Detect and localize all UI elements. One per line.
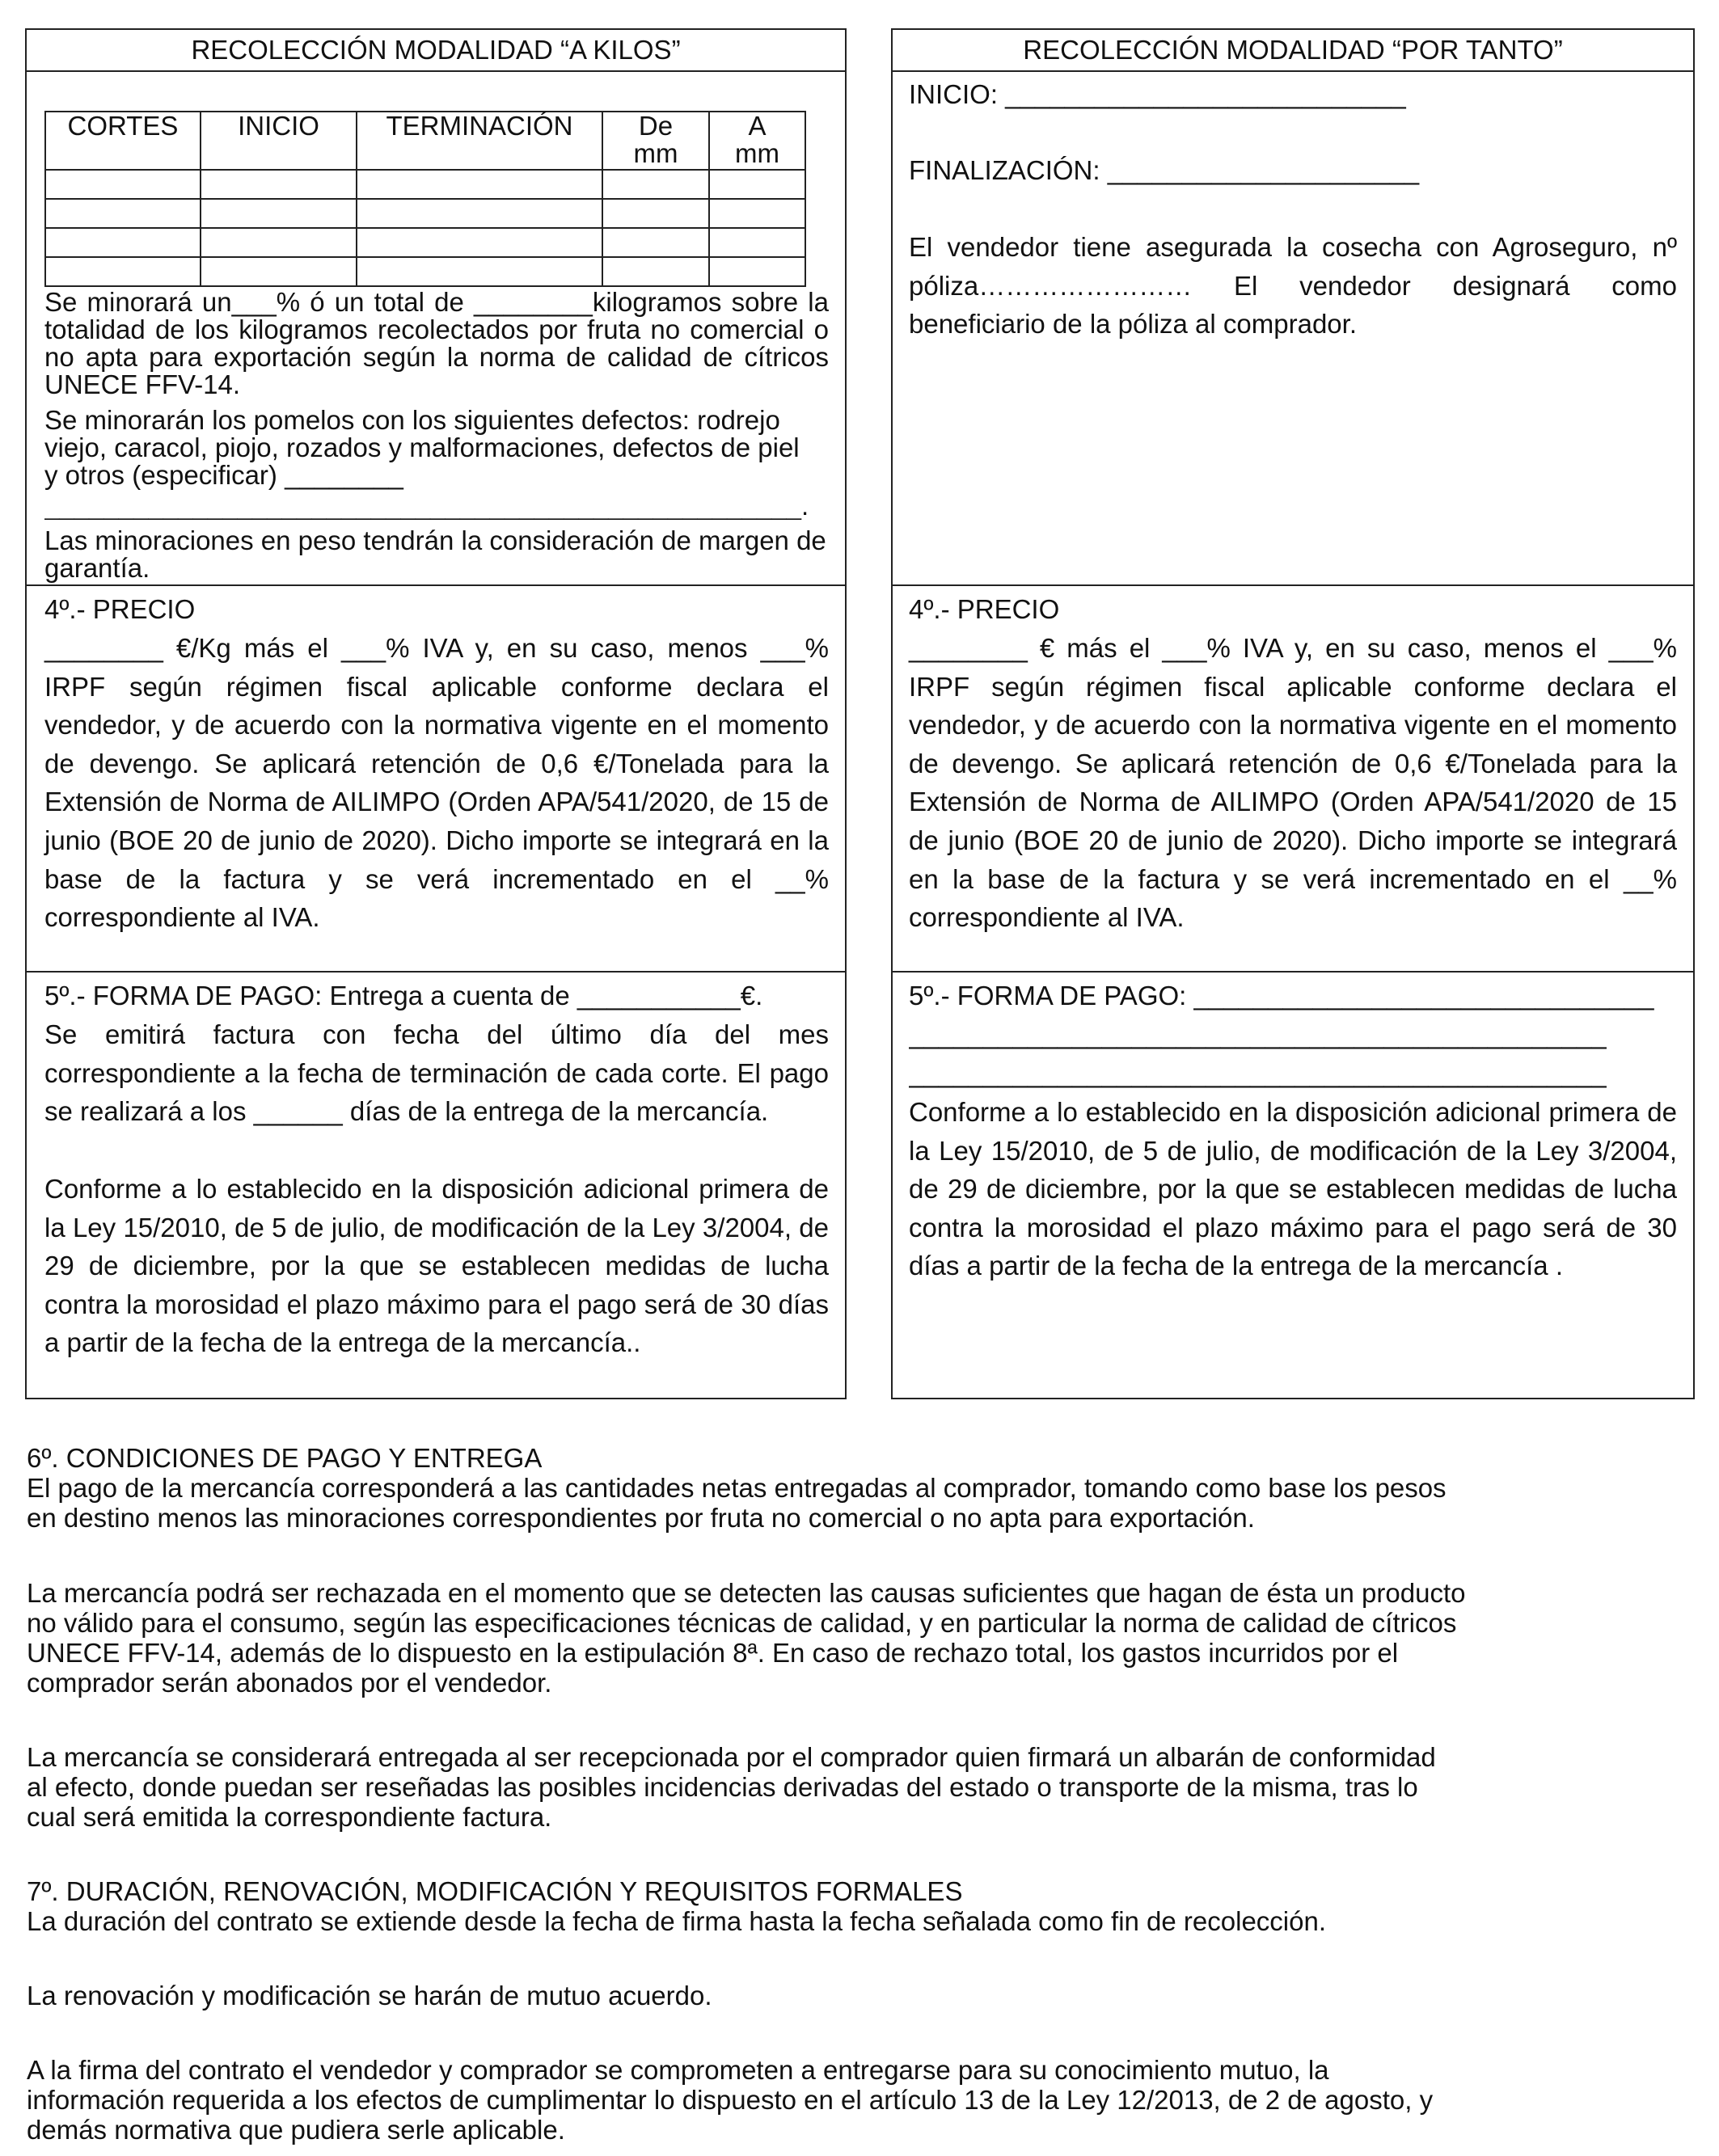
- table-cell[interactable]: [709, 257, 805, 286]
- table-cell[interactable]: [201, 228, 357, 257]
- table-row: [45, 199, 805, 228]
- table-cell[interactable]: [357, 170, 602, 199]
- table-row: [45, 228, 805, 257]
- table-cell[interactable]: [602, 228, 709, 257]
- table-cell[interactable]: [45, 257, 201, 286]
- precio-title: 4º.- PRECIO: [909, 594, 1060, 624]
- table-cell[interactable]: [709, 170, 805, 199]
- table-row: [45, 170, 805, 199]
- precio-text: ________ € más el ___% IVA y, en su caso, menos el ___% IRPF según régimen fiscal aplicable conforme declara el vendedor, y de acuerdo con la normativa vigente en el momento de devengo. Se aplicará retención de 0,6 €/Tonelada para la Extensión de Norma de AILIMPO (Orden APA/541/2020 de 15 de junio (BOE 20 de junio de 2020). Dicho importe se integrará en la base de la factura y se verá incrementado en el __% correspondiente al IVA.: [909, 633, 1677, 933]
- precio-text: ________ €/Kg más el ___% IVA y, en su caso, menos ___% IRPF según régimen fiscal aplicable conforme declara el vendedor, y de acuerdo con la normativa vigente en el momento de devengo. Se aplicará retención de 0,6 €/Tonelada para la Extensión de Norma de AILIMPO (Orden APA/541/2020, de 15 de junio (BOE 20 de junio de 2020). Dicho importe se integrará en la base de la factura y se verá incrementado en el __% correspondiente al IVA.: [44, 633, 829, 933]
- defectos-text: Se minorarán los pomelos con los siguientes defectos: rodrejo viejo, caracol, piojo, rozados y malformaciones, defectos de piel y otros (especificar) ________: [44, 405, 800, 490]
- forma-pago-ley: Conforme a lo establecido en la disposición adicional primera de la Ley 15/2010, de 5 de julio, de modificación de la Ley 3/2004, de 29 de diciembre, por la que se establecen medidas de lucha contra la morosidad el plazo máximo para el pago será de 30 días a partir de la fecha de la entrega de la mercancía .: [909, 1097, 1677, 1281]
- table-cell[interactable]: [709, 228, 805, 257]
- section6-paragraph-1: El pago de la mercancía corresponderá a las cantidades netas entregadas al comprador, tomando como base los pesos en destino menos las minoraciones correspondientes por fruta no comercial o no apta para exportación.: [27, 1473, 1447, 1533]
- col-de-mm: De mm: [602, 112, 709, 170]
- table-cell[interactable]: [45, 228, 201, 257]
- section7-paragraph-3: A la firma del contrato el vendedor y comprador se comprometen a entregarse para su conocimiento mutuo, la información requerida a los efectos de cumplimentar lo dispuesto en el artículo 13 de la Ley 12/2013, de 2 de agosto, y demás normativa que pudiera serle aplicable.: [27, 2055, 1434, 2145]
- seguro-text: El vendedor tiene asegurada la cosecha con Agroseguro, nº póliza…………………… El vendedor designará como beneficiario de la póliza al comprador.: [909, 232, 1677, 340]
- table-cell[interactable]: [602, 199, 709, 228]
- col-a-mm: A mm: [709, 112, 805, 170]
- precio-title: 4º.- PRECIO: [44, 594, 196, 624]
- table-cell[interactable]: [201, 257, 357, 286]
- divider: [893, 971, 1693, 973]
- divider: [893, 584, 1693, 586]
- table-cell[interactable]: [201, 170, 357, 199]
- section7-title: 7º. DURACIÓN, RENOVACIÓN, MODIFICACIÓN Y REQUISITOS FORMALES: [27, 1876, 963, 1906]
- forma-pago-line[interactable]: _______________________________________________: [909, 1058, 1607, 1088]
- section6-paragraph-3: La mercancía se considerará entregada al ser recepcionada por el comprador quien firmará un albarán de conformidad al efecto, donde puedan ser reseñadas las posibles incidencias derivadas del estado o transporte de la misma, tras lo cual será emitida la correspondiente factura.: [27, 1742, 1436, 1832]
- table-cell[interactable]: [45, 170, 201, 199]
- table-cell[interactable]: [357, 228, 602, 257]
- cuts-table: [44, 111, 806, 287]
- section6-paragraph-2: La mercancía podrá ser rechazada en el momento que se detecten las causas suficientes que hagan de ésta un producto no válido para el consumo, según las especificaciones técnicas de calidad, y en particular la norma de calidad de cítricos UNECE FFV-14, además de lo dispuesto en la estipulación 8ª. En caso de rechazo total, los gastos incurridos por el comprador serán abonados por el vendedor.: [27, 1578, 1466, 1698]
- por-tanto-box: [891, 28, 1695, 1399]
- table-cell[interactable]: [201, 199, 357, 228]
- table-cell[interactable]: [45, 199, 201, 228]
- table-cell[interactable]: [709, 199, 805, 228]
- a-kilos-box: [25, 28, 847, 1399]
- forma-pago-ley: Conforme a lo establecido en la disposición adicional primera de la Ley 15/2010, de 5 de julio, de modificación de la Ley 3/2004, de 29 de diciembre, por la que se establecen medidas de lucha contra la morosidad el plazo máximo para el pago será de 30 días a partir de la fecha de la entrega de la mercancía..: [44, 1174, 829, 1358]
- por-tanto-title: RECOLECCIÓN MODALIDAD “POR TANTO”: [893, 30, 1693, 72]
- forma-pago-title: 5º.- FORMA DE PAGO: Entrega a cuenta de ___________€.: [44, 981, 763, 1010]
- minoracion-text: Se minorará un___% ó un total de ________kilogramos sobre la totalidad de los kilogramos recolectados por fruta no comercial o no apta para exportación según la norma de calidad de cítricos UNECE FFV-14.: [44, 287, 829, 399]
- table-cell[interactable]: [602, 170, 709, 199]
- divider: [27, 584, 845, 586]
- table-cell[interactable]: [357, 199, 602, 228]
- section7-paragraph-2: La renovación y modificación se harán de mutuo acuerdo.: [27, 1981, 712, 2010]
- table-cell[interactable]: [357, 257, 602, 286]
- col-terminacion: TERMINACIÓN: [357, 112, 602, 170]
- table-cell[interactable]: [602, 257, 709, 286]
- forma-pago-title[interactable]: 5º.- FORMA DE PAGO: _______________________________: [909, 981, 1654, 1010]
- inicio-field[interactable]: INICIO: ___________________________: [909, 79, 1406, 109]
- cuts-table-header: [45, 112, 805, 170]
- garantia-text: Las minoraciones en peso tendrán la consideración de margen de garantía.: [44, 525, 826, 583]
- finalizacion-field[interactable]: FINALIZACIÓN: _____________________: [909, 155, 1420, 185]
- divider: [27, 971, 845, 973]
- section6-title: 6º. CONDICIONES DE PAGO Y ENTREGA: [27, 1443, 543, 1473]
- col-cortes: CORTES: [45, 112, 201, 170]
- col-inicio: INICIO: [201, 112, 357, 170]
- forma-pago-text: Se emitirá factura con fecha del último día del mes correspondiente a la fecha de terminación de cada corte. El pago se realizará a los ______ días de la entrega de la mercancía.: [44, 1019, 829, 1127]
- forma-pago-line[interactable]: _______________________________________________: [909, 1019, 1607, 1049]
- table-row: [45, 257, 805, 286]
- a-kilos-title: RECOLECCIÓN MODALIDAD “A KILOS”: [27, 30, 845, 72]
- defectos-blank-line: ___________________________________________________.: [44, 492, 809, 520]
- section7-paragraph-1: La duración del contrato se extiende desde la fecha de firma hasta la fecha señalada como fin de recolección.: [27, 1906, 1327, 1936]
